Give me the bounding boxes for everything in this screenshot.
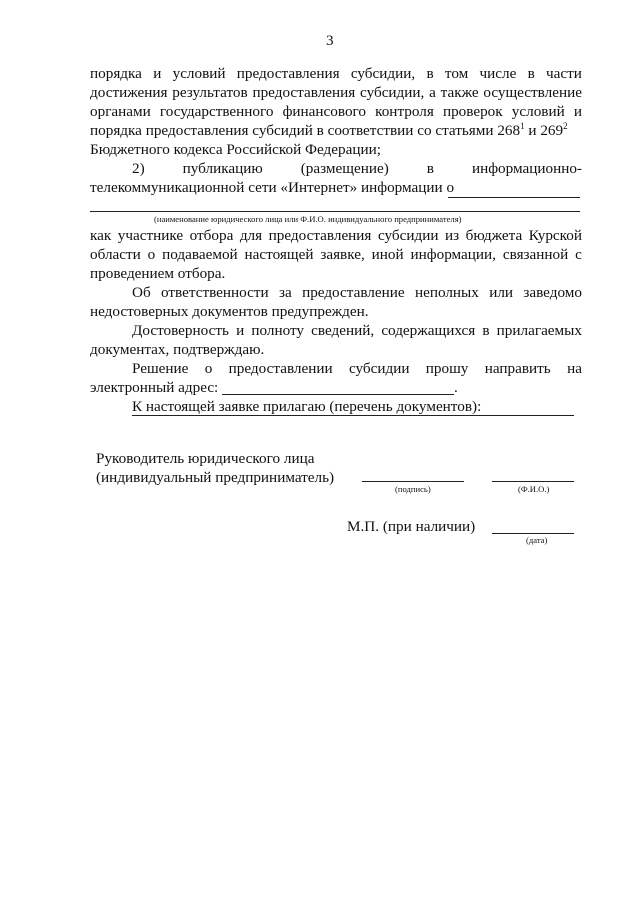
para5-line-1-word: предоставлении bbox=[228, 360, 333, 377]
para1-line-1-word: в bbox=[426, 65, 434, 82]
stamp-label: М.П. (при наличии) bbox=[347, 518, 476, 535]
para1-line-1-word: условий bbox=[172, 65, 226, 82]
para1-line-1-word: и bbox=[153, 65, 162, 82]
para2-line-2-word: области bbox=[90, 246, 141, 263]
para2-line-2-word: иной bbox=[371, 246, 404, 263]
fio-caption: (Ф.И.О.) bbox=[518, 484, 550, 494]
para2-line-2-word: связанной bbox=[502, 246, 569, 263]
para2-line-1-word: участнике bbox=[117, 227, 184, 244]
para5-line-1-word: субсидии bbox=[348, 360, 410, 377]
para3-line-1-word: Об bbox=[132, 284, 151, 301]
para4-line-1-word: Достоверность bbox=[132, 322, 229, 339]
para1-line-2 bbox=[90, 84, 582, 102]
para4-line-1-word: полноту bbox=[251, 322, 305, 339]
para1-line-3-word: контроля bbox=[375, 103, 434, 120]
para1-line-3-word: условий bbox=[511, 103, 565, 120]
footnote-ref-1: 1 bbox=[520, 120, 525, 131]
para4-line-1-word: прилагаемых bbox=[496, 322, 582, 339]
para2-line-2-word: заявке, bbox=[320, 246, 365, 263]
para1-line-1-word: субсидии, bbox=[350, 65, 416, 82]
para5-line-1-word: о bbox=[204, 360, 213, 377]
para1-line-3-word: государственного bbox=[159, 103, 274, 120]
footnote-ref-2: 2 bbox=[563, 120, 568, 131]
para2-line-2-word: информации, bbox=[410, 246, 496, 263]
entity-name-blank-line-1 bbox=[448, 197, 580, 198]
para2-line-2-word: с bbox=[575, 246, 582, 263]
para5-line-1-word: Решение bbox=[132, 360, 189, 377]
para1-line-4-text: порядка предоставления субсидий в соответствии со статьями 268 bbox=[90, 122, 521, 139]
para3-line-1 bbox=[132, 284, 582, 302]
para3-line-1-word: заведомо bbox=[523, 284, 582, 301]
email-address-blank-line bbox=[222, 394, 454, 395]
item2-line-1-word: 2) bbox=[132, 160, 145, 177]
para1-line-1-word: части bbox=[546, 65, 582, 82]
para1-line-2-word: осуществление bbox=[483, 84, 582, 101]
para4-line-1 bbox=[132, 322, 582, 340]
para1-line-3-word: органами bbox=[90, 103, 151, 120]
para2-line-1 bbox=[90, 227, 582, 245]
para5-line-1-word: на bbox=[567, 360, 582, 377]
para1-line-3-word: проверок bbox=[442, 103, 503, 120]
para1-line-2-word: субсидии, bbox=[360, 84, 425, 101]
page-number: 3 bbox=[326, 32, 334, 49]
para2-line-2-word: подаваемой bbox=[162, 246, 238, 263]
signature-caption: (подпись) bbox=[395, 484, 431, 494]
para2-line-1-word: субсидии bbox=[377, 227, 439, 244]
item2-line-1 bbox=[132, 160, 582, 178]
para1-line-2-word: предоставления bbox=[252, 84, 356, 101]
item2-line-2: телекоммуникационной сети «Интернет» информации о bbox=[90, 179, 455, 196]
para1-line-2-word: достижения bbox=[90, 84, 168, 101]
entity-name-blank-line-2 bbox=[90, 211, 580, 212]
para6-line: К настоящей заявке прилагаю (перечень документов): bbox=[132, 398, 482, 415]
para5-line-1-word: направить bbox=[484, 360, 551, 377]
para1-line-3-word: финансового bbox=[282, 103, 366, 120]
para3-line-2: недостоверных документов предупрежден. bbox=[90, 303, 369, 320]
para1-line-2-word: результатов bbox=[172, 84, 248, 101]
para1-line-1-word: предоставления bbox=[236, 65, 340, 82]
para2-line-1-word: как bbox=[90, 227, 112, 244]
date-caption: (дата) bbox=[526, 535, 548, 545]
para4-line-2: документах, подтверждаю. bbox=[90, 341, 265, 358]
date-blank-line bbox=[492, 533, 574, 534]
para2-line-2 bbox=[90, 246, 582, 264]
email-address-end-dot: . bbox=[454, 379, 458, 396]
para5-line-1 bbox=[132, 360, 582, 378]
signature-blank-line bbox=[362, 481, 464, 482]
para2-line-1-word: предоставления bbox=[268, 227, 372, 244]
para1-line-1-word: порядка bbox=[90, 65, 142, 82]
fio-blank-line bbox=[492, 481, 574, 482]
signer-title-line-1: Руководитель юридического лица bbox=[96, 450, 315, 467]
para1-line-3 bbox=[90, 103, 582, 121]
para2-line-1-word: отбора bbox=[189, 227, 234, 244]
para4-line-1-word: и bbox=[236, 322, 245, 339]
para5-line-1-word: прошу bbox=[425, 360, 469, 377]
para3-line-1-word: ответственности bbox=[161, 284, 269, 301]
signer-title-line-2: (индивидуальный предприниматель) bbox=[96, 469, 335, 486]
para4-line-1-word: содержащихся bbox=[381, 322, 476, 339]
para4-line-1-word: в bbox=[482, 322, 490, 339]
entity-name-caption: (наименование юридического лица или Ф.И.О. индивидуального предпринимателя) bbox=[154, 214, 462, 224]
para1-line-2-word: а bbox=[429, 84, 436, 101]
para4-line-1-word: сведений, bbox=[311, 322, 375, 339]
para3-line-1-word: неполных bbox=[414, 284, 479, 301]
documents-list-blank-line bbox=[132, 415, 574, 416]
para3-line-1-word: за bbox=[278, 284, 292, 301]
para3-line-1-word: или bbox=[489, 284, 514, 301]
para1-line-1-word: том bbox=[444, 65, 469, 82]
para5-line-2: электронный адрес: bbox=[90, 379, 219, 396]
para2-line-1-word: бюджета bbox=[465, 227, 523, 244]
para3-line-1-word: предоставление bbox=[302, 284, 405, 301]
item2-line-1-word: информационно- bbox=[471, 160, 582, 177]
para1-line-4 bbox=[90, 122, 568, 140]
para2-line-1-word: для bbox=[239, 227, 263, 244]
para1-line-4-mid: и 269 bbox=[524, 122, 564, 139]
para2-line-2-word: о bbox=[147, 246, 156, 263]
para2-line-2-word: настоящей bbox=[244, 246, 314, 263]
para1-line-1 bbox=[90, 65, 582, 83]
para1-line-5: Бюджетного кодекса Российской Федерации; bbox=[90, 141, 381, 158]
para1-line-1-word: в bbox=[527, 65, 535, 82]
para2-line-3: проведением отбора. bbox=[90, 265, 226, 282]
para2-line-1-word: из bbox=[444, 227, 460, 244]
para1-line-3-word: и bbox=[573, 103, 582, 120]
para2-line-1-word: Курской bbox=[528, 227, 582, 244]
item2-line-1-word: в bbox=[426, 160, 434, 177]
item2-line-1-word: (размещение) bbox=[300, 160, 389, 177]
item2-line-1-word: публикацию bbox=[182, 160, 263, 177]
para1-line-2-word: также bbox=[440, 84, 479, 101]
para1-line-1-word: числе bbox=[479, 65, 517, 82]
